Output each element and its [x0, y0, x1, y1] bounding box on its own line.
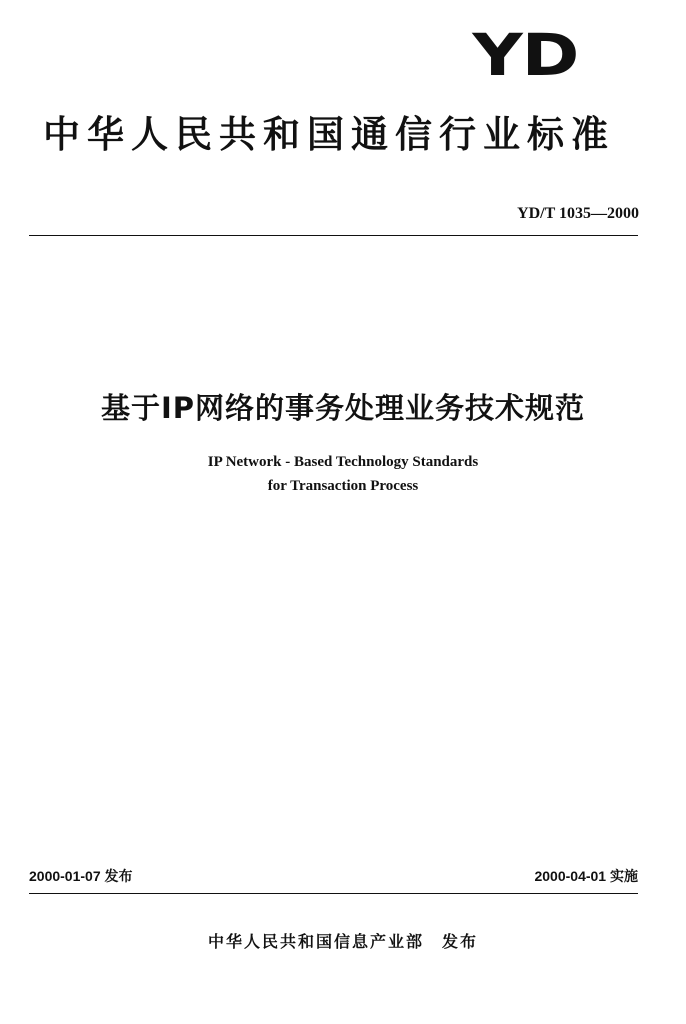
- standard-code: YD/T 1035—2000: [517, 205, 639, 222]
- implementation-date: 2000-04-01 实施: [534, 868, 638, 884]
- header-divider: [29, 235, 638, 236]
- issue-date: 2000-01-07 发布: [29, 868, 133, 884]
- english-title-line-2: for Transaction Process: [267, 478, 419, 494]
- yd-logo: YD: [472, 21, 578, 89]
- organization-title: 中华人民共和国通信行业标准: [43, 113, 615, 156]
- publisher: 中华人民共和国信息产业部 发布: [207, 932, 478, 951]
- english-title-line-1: IP Network - Based Technology Standards: [207, 454, 479, 470]
- chinese-title: 基于IP网络的事务处理业务技术规范: [100, 391, 586, 425]
- footer-divider: [29, 893, 638, 894]
